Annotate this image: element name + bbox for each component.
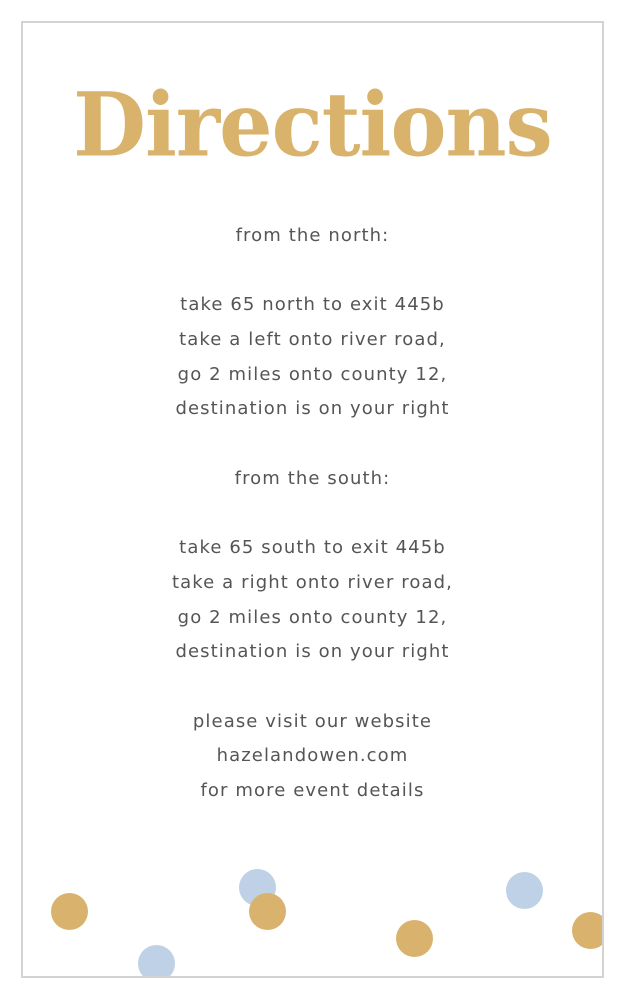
page-title: Directions (73, 72, 552, 177)
spacer (23, 670, 602, 705)
website-line: please visit our website (192, 710, 433, 732)
confetti-dot-gold (572, 912, 604, 949)
website-url: hazelandowen.com (216, 745, 409, 767)
spacer (23, 254, 602, 289)
south-line: take 65 south to exit 445b (179, 537, 446, 559)
directions-card (21, 21, 604, 978)
spacer (23, 497, 602, 532)
south-line: take a right onto river road, (172, 571, 453, 593)
north-line: destination is on your right (175, 398, 450, 420)
spacer (23, 427, 602, 462)
south-line: go 2 miles onto county 12, (177, 606, 448, 628)
directions-body (23, 219, 602, 809)
confetti-dot-gold (51, 893, 88, 930)
south-line: destination is on your right (175, 641, 450, 663)
south-heading: from the south: (234, 467, 391, 489)
north-line: take 65 north to exit 445b (180, 294, 445, 316)
confetti-dot-blue (138, 945, 175, 978)
confetti-dot-gold (396, 920, 433, 957)
website-line: for more event details (200, 780, 425, 801)
north-heading: from the north: (235, 225, 390, 246)
confetti-dot-gold (249, 893, 286, 930)
north-line: go 2 miles onto county 12, (177, 363, 448, 385)
north-line: take a left onto river road, (179, 329, 446, 351)
confetti-dot-blue (506, 872, 543, 909)
